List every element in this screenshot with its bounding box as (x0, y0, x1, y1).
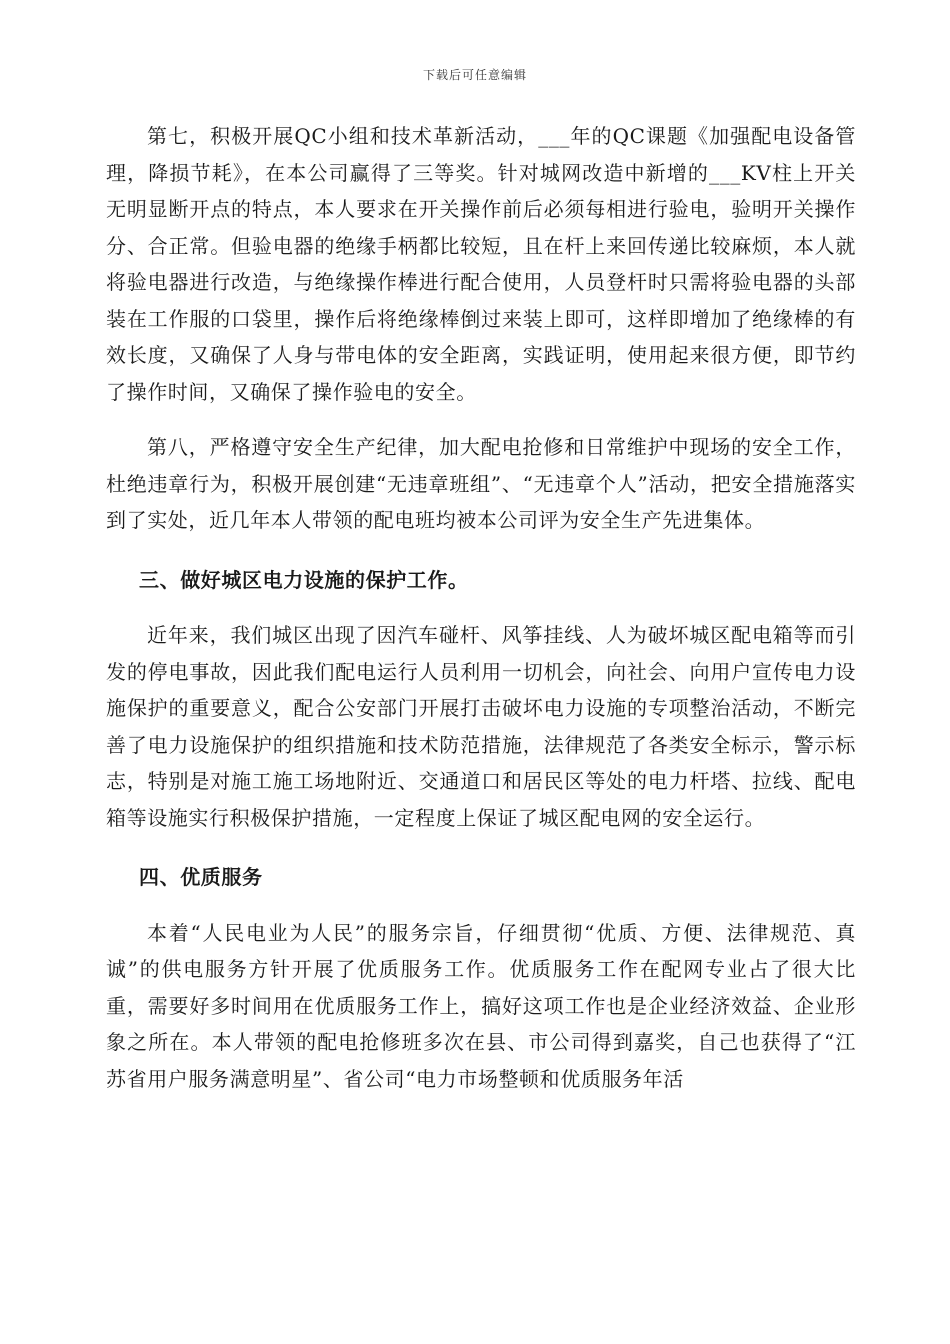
document-body (106, 118, 856, 1097)
paragraph-spacer (106, 410, 856, 429)
section-heading-4: 四、优质服务 (139, 865, 263, 889)
page-header-note: 下载后可任意编辑 (422, 68, 527, 82)
paragraph-spacer (106, 896, 856, 915)
paragraph-spacer (106, 539, 856, 562)
paragraph-section-4: 本着“人民电业为人民”的服务宗旨，仔细贯彻“优质、方便、法律规范、真诚”的供电服务方针开展了优质服务工作。优质服务工作在配网专业占了很大比重，需要好多时间用在优质服务工作上，搞好这项工作也是企业经济效益、企业形象之所在。本人带领的配电抢修班多次在县、市公司得到嘉奖，自己也获得了“江苏省用户服务满意明星”、省公司“电力市场整顿和优质服务年活 (106, 920, 856, 1091)
paragraph-section-3: 近年来，我们城区出现了因汽车碰杆、风筝挂线、人为破坏城区配电箱等而引发的停电事故，因此我们配电运行人员利用一切机会，向社会、向用户宣传电力设施保护的重要意义，配合公安部门开展打击破坏电力设施的专项整治活动，不断完善了电力设施保护的组织措施和技术防范措施，法律规范了各类安全标示，警示标志，特别是对施工施工场地附近、交通道口和居民区等处的电力杆塔、拉线、配电箱等设施实行积极保护措施，一定程度上保证了城区配电网的安全运行。 (106, 623, 856, 830)
paragraph-spacer (106, 836, 856, 859)
paragraph-seventh: 第七，积极开展QC小组和技术革新活动，___年的QC课题《加强配电设备管理，降损节耗》，在本公司赢得了三等奖。针对城网改造中新增的___KV柱上开关无明显断开点的特点，本人要求在开关操作前后必须每相进行验电，验明开关操作分、合正常。但验电器的绝缘手柄都比较短，且在杆上来回传递比较麻烦，本人就将验电器进行改造，与绝缘操作棒进行配合使用，人员登杆时只需将验电器的头部装在工作服的口袋里，操作后将绝缘棒倒过来装上即可，这样即增加了绝缘棒的有效长度，又确保了人身与带电体的安全距离，实践证明，使用起来很方便，即节约了操作时间，又确保了操作验电的安全。 (106, 124, 856, 404)
section-heading-3: 三、做好城区电力设施的保护工作。 (139, 567, 469, 592)
paragraph-eighth: 第八，严格遵守安全生产纪律，加大配电抢修和日常维护中现场的安全工作，杜绝违章行为，积极开展创建“无违章班组”、“无违章个人”活动，把安全措施落实到了实处，近几年本人带领的配电班均被本公司评为安全生产先进集体。 (106, 435, 856, 532)
paragraph-spacer (106, 598, 856, 617)
